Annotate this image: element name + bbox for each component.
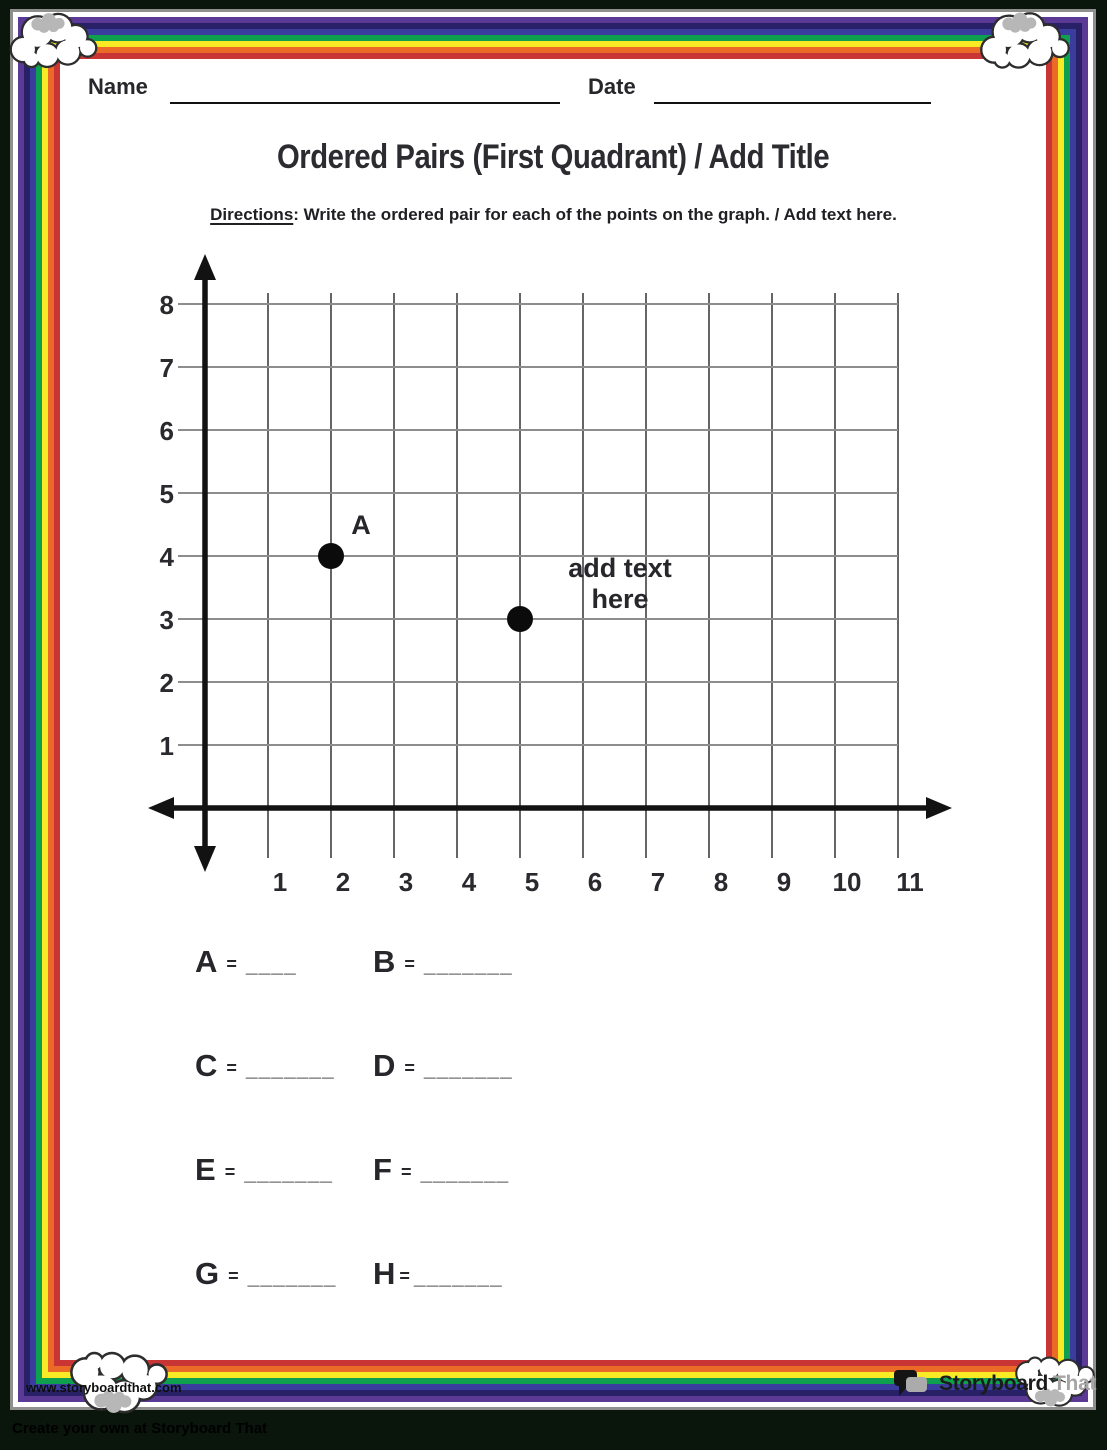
svg-text:7: 7 (650, 867, 666, 897)
brand-name-storyboard: Storyboard (939, 1372, 1049, 1395)
answer-blank[interactable]: _______ (247, 1266, 337, 1289)
answer-equals: = (224, 1162, 236, 1182)
svg-text:7: 7 (159, 353, 174, 383)
svg-text:8: 8 (713, 867, 729, 897)
answer-equals: = (404, 1058, 415, 1078)
svg-text:add text: add text (568, 553, 672, 583)
answer-blank[interactable]: _______ (413, 1266, 503, 1289)
svg-text:4: 4 (159, 542, 174, 572)
answer-row-d (373, 1048, 513, 1152)
cloud-icon-top-right (956, 6, 1094, 74)
svg-text:9: 9 (776, 867, 792, 897)
cloud-icon-top-left (6, 4, 101, 76)
answer-row-a (195, 944, 373, 1048)
date-input-line[interactable] (654, 102, 931, 104)
answers-section (195, 944, 513, 1360)
answer-blank[interactable]: _______ (244, 1162, 333, 1185)
svg-text:10: 10 (832, 867, 862, 897)
coordinate-grid (140, 248, 970, 898)
svg-text:1: 1 (272, 867, 288, 897)
answer-row-e (195, 1152, 373, 1256)
site-url: www.storyboardthat.com (26, 1380, 182, 1395)
brand-name-that: That (1053, 1372, 1097, 1395)
svg-text:2: 2 (335, 867, 351, 897)
date-label: Date (588, 74, 636, 99)
svg-text:5: 5 (159, 479, 174, 509)
answer-label: B (373, 944, 396, 979)
answer-row-c (195, 1048, 373, 1152)
footer-create-note: Create your own at Storyboard That (12, 1420, 268, 1437)
svg-text:11: 11 (896, 867, 924, 897)
page-title: Ordered Pairs (First Quadrant) / Add Title (277, 138, 830, 176)
svg-text:6: 6 (159, 416, 174, 446)
svg-text:1: 1 (159, 731, 174, 761)
name-label: Name (88, 74, 148, 99)
data-points (318, 510, 672, 632)
directions (60, 205, 1047, 225)
svg-text:3: 3 (159, 605, 174, 635)
svg-text:6: 6 (587, 867, 603, 897)
svg-text:3: 3 (398, 867, 414, 897)
answer-blank[interactable]: ____ (245, 954, 297, 977)
speech-bubbles-icon (894, 1368, 934, 1400)
answer-blank[interactable]: _______ (423, 1058, 513, 1081)
answer-equals: = (400, 1162, 412, 1182)
answer-label: G (195, 1256, 220, 1291)
answer-label: D (373, 1048, 396, 1083)
storyboardthat-logo (894, 1368, 1096, 1400)
directions-label: Directions (210, 205, 294, 224)
svg-text:here: here (591, 584, 649, 614)
answer-label: E (195, 1152, 216, 1187)
answer-equals: = (226, 954, 237, 974)
answer-row-f (373, 1152, 513, 1256)
answer-row-b (373, 944, 513, 1048)
svg-text:A: A (351, 510, 371, 540)
answer-equals: = (404, 954, 415, 974)
svg-text:2: 2 (159, 668, 174, 698)
answer-label: C (195, 1048, 218, 1083)
answer-row-g (195, 1256, 373, 1360)
svg-text:4: 4 (461, 867, 477, 897)
answer-label: A (195, 944, 218, 979)
answer-equals: = (399, 1266, 410, 1286)
answer-equals: = (228, 1266, 239, 1286)
name-input-line[interactable] (170, 102, 560, 104)
answer-blank[interactable]: _______ (423, 954, 513, 977)
answer-equals: = (226, 1058, 237, 1078)
answer-label: H (373, 1256, 396, 1291)
answer-blank[interactable]: _______ (245, 1058, 335, 1081)
svg-text:8: 8 (159, 290, 174, 320)
directions-text: : Write the ordered pair for each of the points on the graph. / Add text here. (293, 205, 897, 224)
answer-label: F (373, 1152, 392, 1187)
svg-text:5: 5 (524, 867, 540, 897)
answer-row-h (373, 1256, 513, 1360)
answer-blank[interactable]: _______ (420, 1162, 510, 1185)
